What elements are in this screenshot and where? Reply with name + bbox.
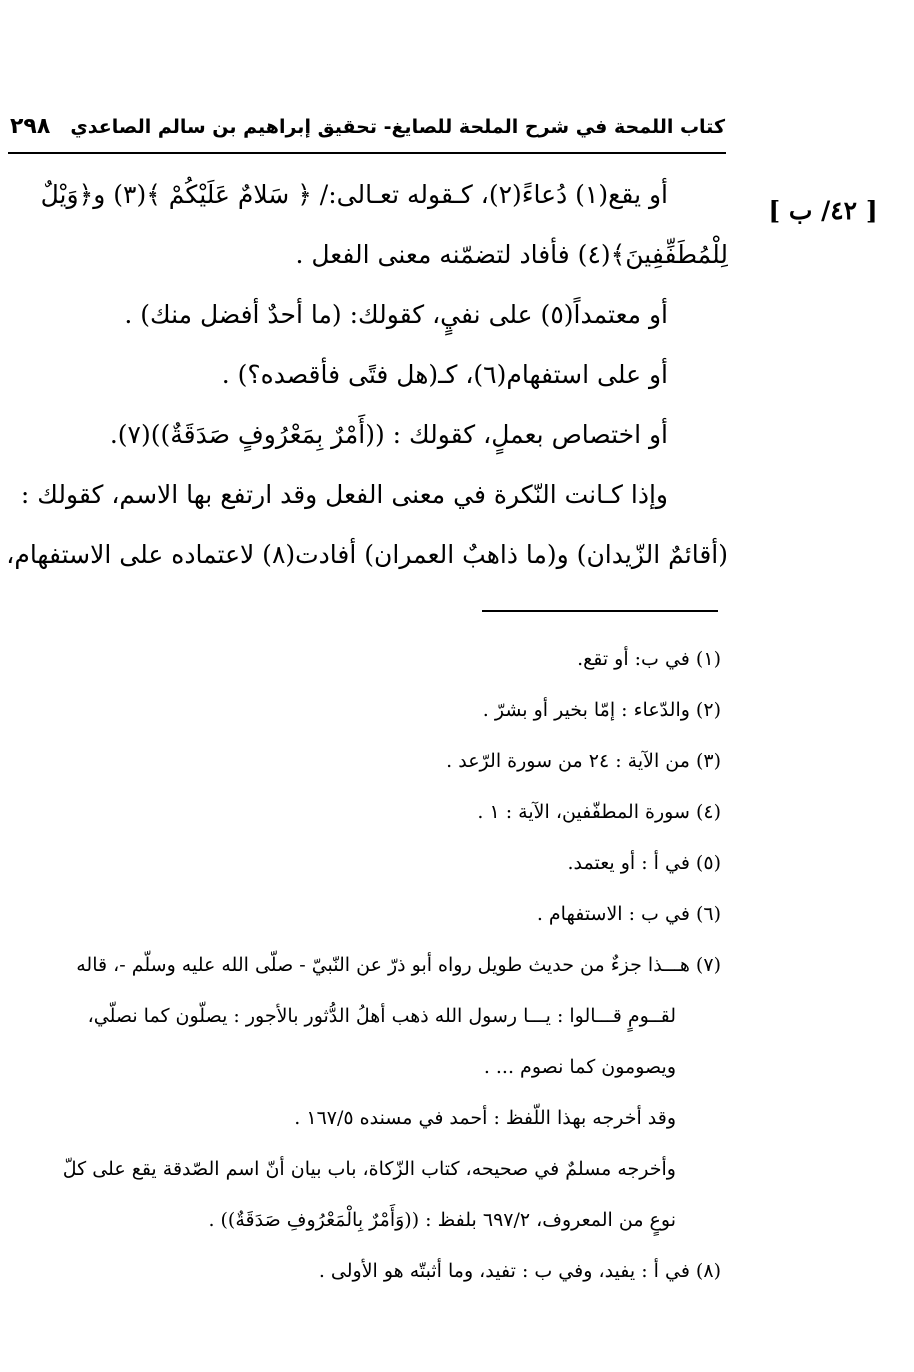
footnote-line: (٨) في أ : يفيد، وفي ب : تفيد، وما أثبتّه هو الأولى . xyxy=(318,1260,721,1282)
footnote-line: (٣) من الآية : ٢٤ من سورة الرّعد . xyxy=(446,750,721,772)
main-text xyxy=(5,165,728,585)
footnote-line: وأخرجه مسلمٌ في صحيحه، كتاب الزّكاة، باب بيان أنّ اسم الصّدقة يقع على كلّ xyxy=(62,1158,676,1180)
footnote-line: وقد أخرجه بهذا اللّفظ : أحمد في مسنده ١٦٧/٥ . xyxy=(294,1107,676,1129)
footnote-line: (٤) سورة المطفّفين، الآية : ١ . xyxy=(477,801,721,823)
footnote-line: (٦) في ب : الاستفهام . xyxy=(536,903,721,925)
manuscript-folio-note: [ ٤٢/ ب ] xyxy=(768,196,878,225)
text-line: أو على استفهام(٦)، كـ(هل فتًى فأقصده؟) . xyxy=(221,360,668,389)
text-line: أو يقع(١) دُعاءً(٢)، كـقوله تعـالى:/ ﴿ سَلامٌ عَلَيْكُمْ ﴾(٣) و﴿وَيْلٌ xyxy=(40,180,668,209)
header-rule xyxy=(8,152,726,154)
footnote-line: لقــومٍ قـــالوا : يـــا رسول الله ذهب أهلُ الدُّثور بالأجور : يصلّون كما نصلّي، xyxy=(87,1005,676,1027)
text-line: لِلْمُطَفِّفِينَ﴾(٤) فأفاد لتضمّنه معنى الفعل . xyxy=(295,240,728,269)
text-line: (أقائمٌ الزّيدان) و(ما ذاهبٌ العمران) أفادت(٨) لاعتماده على الاستفهام، xyxy=(6,540,728,569)
running-title: كتاب اللمحة في شرح الملحة للصايغ- تحقيق إبراهيم بن سالم الصاعدي xyxy=(70,116,725,138)
running-header xyxy=(10,112,725,148)
page-number: ٢٩٨ xyxy=(10,114,51,139)
footnote-line: (٢) والدّعاء : إمّا بخير أو بشرّ . xyxy=(482,699,721,721)
footnote-line: (١) في ب: أو تقع. xyxy=(577,648,721,670)
text-line: أو اختصاص بعملٍ، كقولك : ((أَمْرٌ بِمَعْرُوفٍ صَدَقَةٌ))(٧). xyxy=(109,420,668,449)
text-line: أو معتمداً(٥) على نفيٍ، كقولك: (ما أحدٌ أفضل منك) . xyxy=(124,300,668,329)
text-line: وإذا كـانت النّكرة في معنى الفعل وقد ارتفع بها الاسم، كقولك : xyxy=(20,480,668,509)
footnotes xyxy=(5,634,721,1297)
footnote-line: (٥) في أ : أو يعتمد. xyxy=(567,852,721,874)
footnote-line: نوعٍ من المعروف، ٦٩٧/٢ بلفظ : ((وَأَمْرٌ بِالْمَعْرُوفِ صَدَقَةٌ)) . xyxy=(208,1209,676,1231)
footnote-separator xyxy=(482,610,718,612)
footnote-line: (٧) هـــذا جزءٌ من حديث طويل رواه أبو ذرّ عن النّبيّ - صلّى الله عليه وسلّم -، قاله xyxy=(76,954,721,976)
footnote-line: ويصومون كما نصوم ... . xyxy=(483,1056,676,1078)
